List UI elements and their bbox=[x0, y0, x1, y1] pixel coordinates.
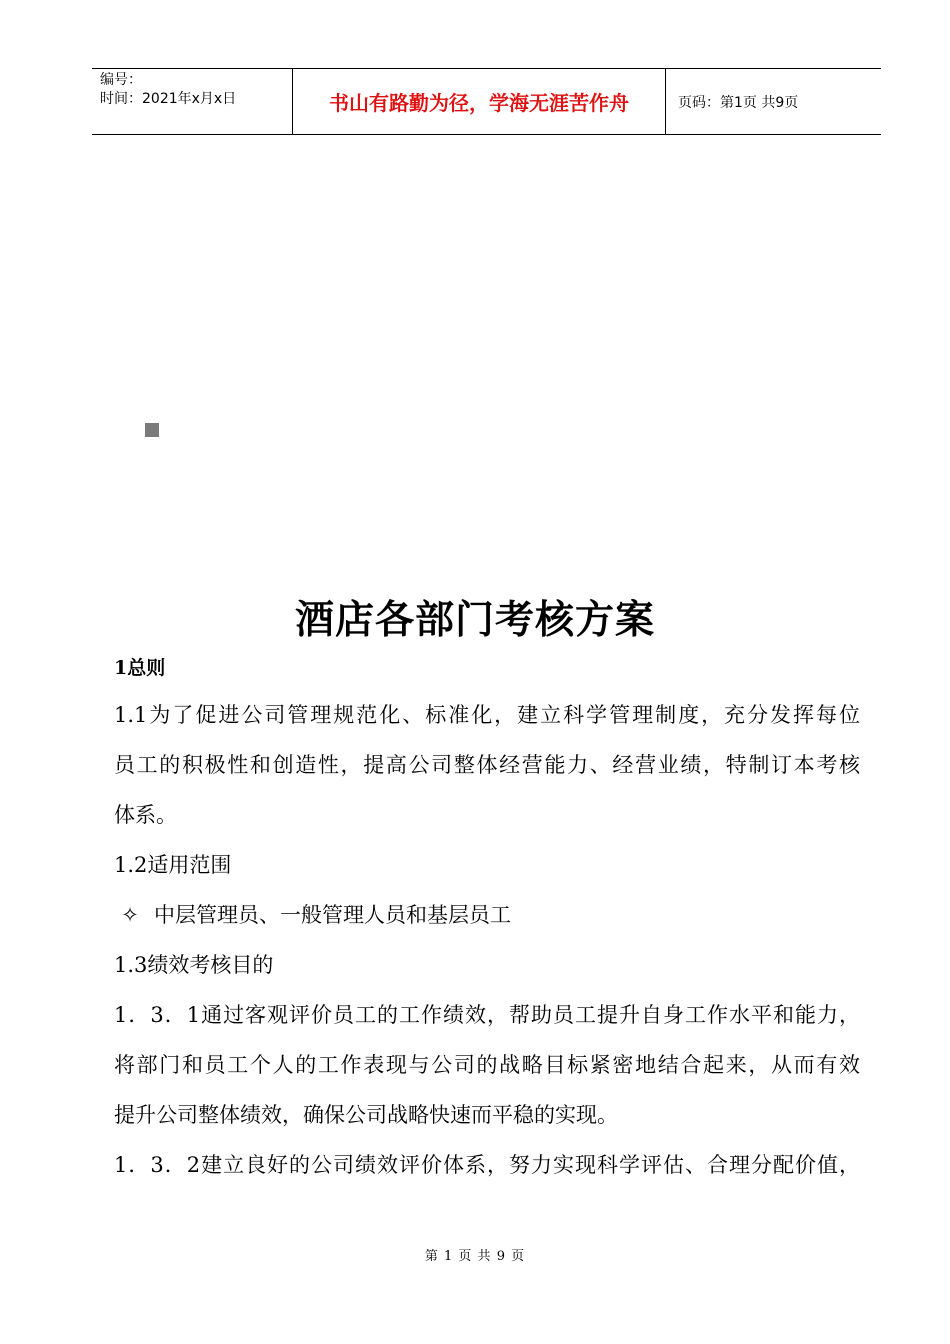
paragraph-line: 1.1为了促进公司管理规范化、标准化，建立科学管理制度，充分发挥每位 bbox=[114, 703, 860, 727]
header-number-label: 编号： bbox=[100, 72, 142, 88]
square-bullet-icon bbox=[145, 423, 159, 437]
paragraph-line: 将部门和员工个人的工作表现与公司的战略目标紧密地结合起来，从而有效 bbox=[114, 1053, 860, 1077]
subsection-heading: 1.2适用范围 bbox=[114, 853, 232, 877]
paragraph-line: 体系。 bbox=[114, 803, 177, 827]
document-header bbox=[92, 68, 881, 135]
paragraph-line: 提升公司整体绩效，确保公司战略快速而平稳的实现。 bbox=[114, 1103, 618, 1127]
page-footer: 第 1 页 共 9 页 bbox=[424, 1249, 526, 1264]
header-meta bbox=[92, 69, 293, 134]
paragraph-line: 1．3．2建立良好的公司绩效评价体系，努力实现科学评估、合理分配价值， bbox=[114, 1153, 860, 1177]
document-title: 酒店各部门考核方案 bbox=[294, 597, 655, 643]
section-heading: 1总则 bbox=[114, 657, 166, 679]
header-page-info: 页码：第1页 共9页 bbox=[678, 94, 799, 111]
diamond-bullet-icon: ✧ bbox=[121, 903, 139, 927]
paragraph-line: 1．3．1通过客观评价员工的工作绩效，帮助员工提升自身工作水平和能力， bbox=[114, 1003, 860, 1027]
list-item-text: 中层管理员、一般管理人员和基层员工 bbox=[154, 903, 511, 927]
header-motto: 书山有路勤为径，学海无涯苦作舟 bbox=[293, 69, 666, 134]
paragraph-line: 员工的积极性和创造性，提高公司整体经营能力、经营业绩，特制订本考核 bbox=[114, 753, 860, 777]
subsection-heading: 1.3绩效考核目的 bbox=[114, 953, 274, 977]
header-time-label: 时间：2021年x月x日 bbox=[100, 91, 237, 107]
document-body bbox=[114, 650, 874, 1190]
list-item bbox=[114, 890, 874, 940]
